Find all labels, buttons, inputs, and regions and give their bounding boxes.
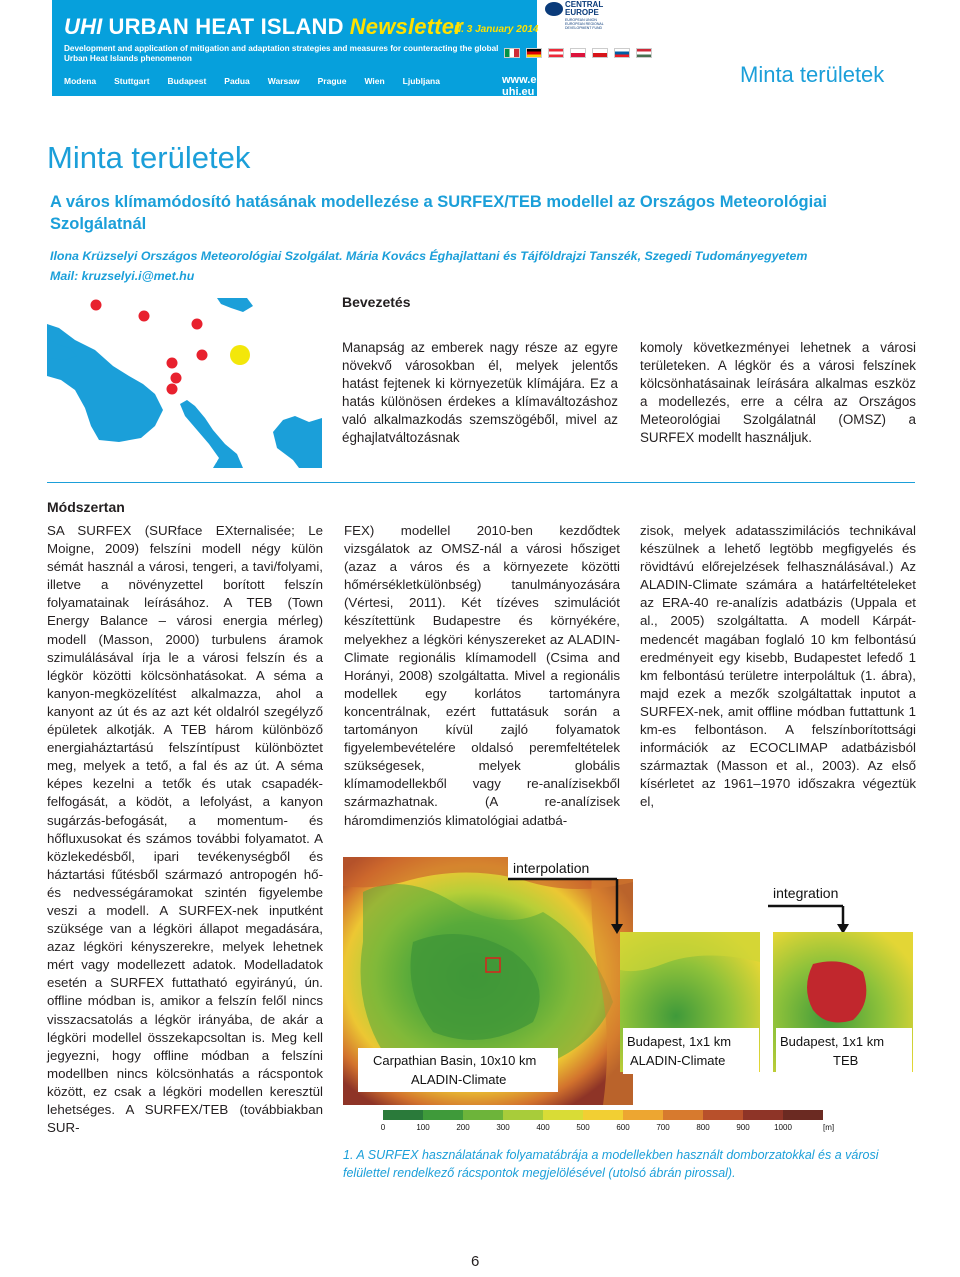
figure-caption: 1. A SURFEX használatának folyamatábrája a modellekben használt domborzatokkal és a városi felülettel rendelkező rácspontok megjelölésével (utolsó ábrán pirossal). <box>343 1148 879 1180</box>
city-dot-prague <box>139 311 150 322</box>
section-label: Minta területek <box>740 62 885 87</box>
city-dot-modena <box>167 384 178 395</box>
italy-flag-icon <box>504 48 520 58</box>
scale-swatch <box>743 1110 783 1120</box>
city-wien: Wien <box>364 76 385 86</box>
methods-column-3: zisok, melyek adatasszimilációs technikával készülnek a lehető legtöbb megfigyelés és rövidtávú előrejelzések felhasználásával.) Az ALADIN-Climate számára a határfeltételeket az ERA-40 re-analízis adatbázis (Uppala et al., 2005) szolgáltatta. A modell Kárpát-medencét magában foglaló 10 km felbontású eredményeit egy kisebb, Budapestet lefedő 1 km felbontású területre interpoláltuk (1. ábra), majd ezek a mezők szolgáltattak inputot a SURFEX-nek, amit offline módban futtattunk 1 km-es felbontáson. A felszínborítottsági információk az ECOCLIMAP adatbázisból származtak (Masson et al., 2003). Az első kísérletet az 1961–1970 időszakra végeztük el, <box>640 523 916 810</box>
city-dot-budapest <box>230 345 250 365</box>
scale-label: 200 <box>456 1123 470 1132</box>
uhi-logo-text: UHI <box>64 14 103 39</box>
page-number: 6 <box>471 1253 480 1270</box>
scale-swatch <box>503 1110 543 1120</box>
eu-flag-icon <box>545 2 563 16</box>
author-email[interactable]: Mail: kruzselyi.i@met.hu <box>50 269 195 283</box>
city-ljubljana: Ljubljana <box>402 76 440 86</box>
city-dot-warsaw <box>91 300 102 311</box>
scale-swatch <box>783 1110 823 1120</box>
flow-diagram <box>343 852 915 1132</box>
page-title: Minta területek <box>47 140 251 175</box>
scale-swatch <box>703 1110 743 1120</box>
budapest-teb-label-2: TEB <box>833 1053 859 1068</box>
model-flow-figure <box>343 852 915 1132</box>
europe-map <box>47 298 322 468</box>
article-title: A város klímamódosító hatásának modellezése a SURFEX/TEB modellel az Országos Meteorológiai Szolgálatnál <box>50 193 827 233</box>
hungary-flag-icon <box>636 48 652 58</box>
scale-swatch <box>463 1110 503 1120</box>
czech-flag-icon <box>592 48 608 58</box>
austria-flag-icon <box>548 48 564 58</box>
city-stuttgart: Stuttgart <box>114 76 150 86</box>
scale-label: 600 <box>616 1123 630 1132</box>
city-padua: Padua <box>224 76 250 86</box>
city-dot-ljubljana <box>167 358 178 369</box>
scale-swatch <box>383 1110 423 1120</box>
germany-flag-icon <box>526 48 542 58</box>
methods-column-1: SA SURFEX (SURface EXternalisée; Le Moigne, 2009) felszíni modell négy külön sémát használ a városi, tengeri, a tavi/folyami, illetve a növényzettel borított felszín folyamatainak leírásához. A TEB (Town Energy Balance – városi energia mérleg) modell (Masson, 2000) turbulens áramok szimulálásával írja le a városi felszín és a légkör közötti kölcsönhatásokat. A séma a kanyon-megközelítést alkalmazza, ahol a kanyont az út és az azt két oldalról szegélyző épületek alkotják. A TEB három különböző energiaháztartású felszíntípust különböztet meg, melyek a tető, a fal és az út. A séma képes kezelni a tetők és utak csapadék-felfogását, a ködöt, a lefolyást, a kanyon sugárzás-befogását, a momentum- és hőfluxusokat és számos további folyamatot. A közlekedésből, ipari tevékenységből és háztartási fűtésből származó antropogén hő- és nedvességáramokat szintén figyelembe veszi a modell. A SURFEX-nek inputként szüksége van a légköri állapot megadására, azaz légköri kényszerekre, melyek lehetnek mért vagy modellezett adatok. Modelladatok esetén a SURFEX futtatható egyirányú, ún. offline módban is, amikor a felszín felől nincs visszacsatolás a légkör irányába, de akár a légköri modellel összekapcsoltan is. Meg kell jegyezni, hogy offline módban a felszíni modellben nincs kölcsönhatás a rácspontok között, ez csak a légköri modellen keresztül lehetséges. A SURFEX/TEB (továbbiakban SUR- <box>47 523 323 1136</box>
scale-label: 500 <box>576 1123 590 1132</box>
slovenia-flag-icon <box>614 48 630 58</box>
scale-label: 0 <box>380 1123 386 1132</box>
scale-label: 900 <box>736 1123 750 1132</box>
newsletter-title <box>64 14 463 40</box>
partner-flags <box>504 48 652 58</box>
program-subtitle: EUROPEAN UNION EUROPEAN REGIONAL DEVELOPMENT FUND <box>565 18 604 30</box>
carpathian-label-1: Carpathian Basin, 10x10 km <box>373 1053 537 1068</box>
carpathian-label-2: ALADIN-Climate <box>411 1072 507 1087</box>
city-dot-wien <box>192 319 203 330</box>
methods-heading: Módszertan <box>47 499 125 515</box>
newsletter-header <box>0 0 960 100</box>
scale-label: 400 <box>536 1123 550 1132</box>
poland-flag-icon <box>570 48 586 58</box>
city-budapest: Budapest <box>167 76 207 86</box>
scale-swatch <box>543 1110 583 1120</box>
methods-column-2: FEX) modellel 2010-ben kezdődtek vizsgálatok az OMSZ-nál a városi hősziget (azaz a város és a környezete közötti hőmérsékletkülönbség) tanulmányozására (Vértesi, 2011). Két tízéves szimulációt készítettünk Budapestre és környékére, melyekhez a légköri kényszereket az ALADIN-Climate regionális klímamodell (Csima and Horányi, 2008) szolgáltatta. Mivel a regionális modellek egy korlátos tartományra koncentrálnak, ezért futtatásuk során a tartományon kívül zajló folyamatok figyelembevételére oldalsó peremfeltételek szükségesek, melyek globális klímamodellekből vagy re-analízisekből származhatnak. (A re-analízisek háromdimenziós klimatológiai adatbá- <box>344 523 620 828</box>
city-modena: Modena <box>64 76 97 86</box>
scale-label: [m] <box>823 1123 835 1132</box>
author-names: Ilona Krüzselyi Országos Meteorológiai Szolgálat. Mária Kovács Éghajlattani és Tájföldrajzi Tanszék, Szegedi Tudományegyetem <box>50 249 808 263</box>
intro-paragraph-2: komoly következményei lehetnek a városi területeken. A légkör és a városi felszínek kölcsönhatásainak leírására alkalmas eszköz a modellezés, erre a célra az Országos Meteorológiai Szolgálatnál (OMSZ) a SURFEX modellt használjuk. <box>640 340 916 445</box>
issue-number: N. 3 January 2014 <box>454 24 539 35</box>
city-warsaw: Warsaw <box>267 76 300 86</box>
scale-label: 700 <box>656 1123 670 1132</box>
scale-label: 100 <box>416 1123 430 1132</box>
elevation-scale <box>381 1110 834 1132</box>
europe-map-graphic <box>47 298 322 468</box>
scale-swatch <box>623 1110 663 1120</box>
interpolation-label: interpolation <box>513 860 590 876</box>
scale-swatch <box>583 1110 623 1120</box>
scale-label: 800 <box>696 1123 710 1132</box>
scale-swatch <box>663 1110 703 1120</box>
intro-paragraph-1: Manapság az emberek nagy része az egyre növekvő városokban él, melyek jelentős hatást fejtenek ki környezetük klímájára. Ez a hatás különösen érdekes a klímaváltozáshoz való alkalmazkodás szemszögéből, mivel az éghajlatváltozásnak <box>342 340 618 445</box>
website-link[interactable]: www.eu-uhi.eu <box>502 74 547 98</box>
budapest-teb-label-1: Budapest, 1x1 km <box>780 1034 885 1049</box>
scale-swatch <box>423 1110 463 1120</box>
city-dot-stuttgart <box>197 350 208 361</box>
scale-label: 300 <box>496 1123 510 1132</box>
header-band <box>52 0 547 98</box>
author-block <box>50 246 930 286</box>
scale-label: 1000 <box>774 1123 792 1132</box>
budapest-aladin-label-2: ALADIN-Climate <box>630 1053 726 1068</box>
city-dot-padua <box>171 373 182 384</box>
partner-cities <box>64 76 440 86</box>
intro-heading: Bevezetés <box>342 294 411 310</box>
central-europe-logo <box>543 0 615 40</box>
urban-gridpoints <box>807 961 866 1022</box>
project-subtitle: Development and application of mitigation and adaptation strategies and measures for counteracting the global Urban Heat Islands phenomenon <box>64 44 499 63</box>
city-prague: Prague <box>317 76 347 86</box>
newsletter-word: Newsletter <box>349 14 463 39</box>
program-name: CENTRAL EUROPE <box>565 0 604 17</box>
newsletter-name: URBAN HEAT ISLAND <box>108 14 344 39</box>
section-divider <box>47 482 915 483</box>
integration-label: integration <box>773 885 839 901</box>
budapest-aladin-label-1: Budapest, 1x1 km <box>627 1034 732 1049</box>
